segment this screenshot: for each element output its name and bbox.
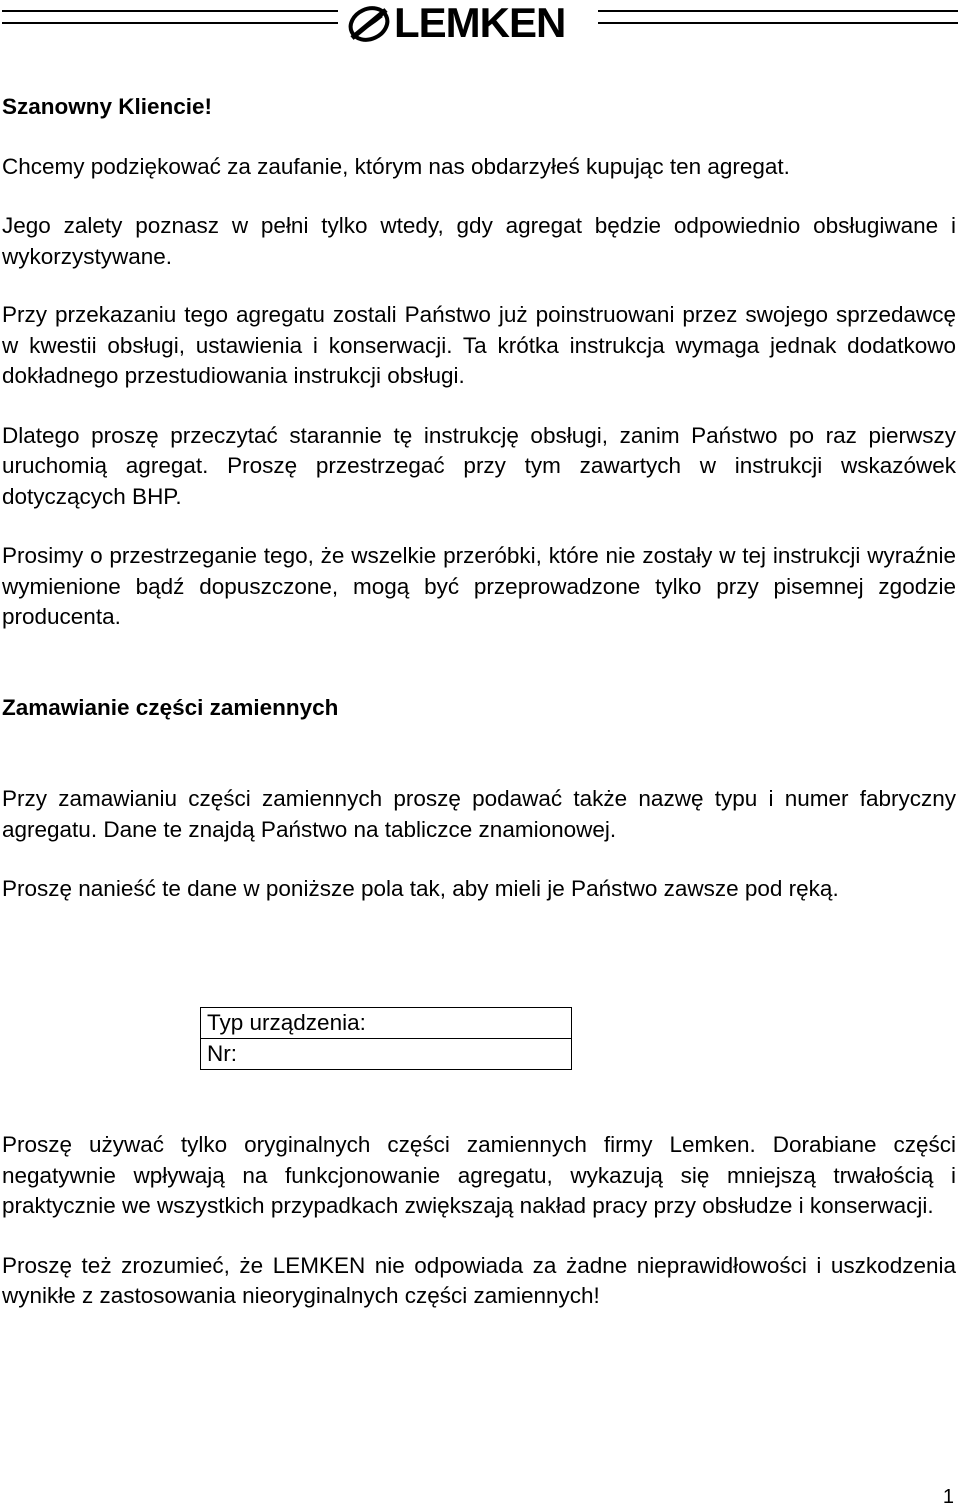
paragraph-fill-fields: Proszę nanieść te dane w poniższe pola tak, aby mieli je Państwo zawsze pod ręką. xyxy=(2,876,839,901)
paragraph-handover: Przy przekazaniu tego agregatu zostali Państwo już poinstruowani przez swojego sprzedawcę w kwestii obsługi, ustawienia i konserwacji. Ta krótka instrukcja wymaga jednak dodatkowo dokładnego przestudiowania instrukcji obsługi. xyxy=(2,302,956,388)
paragraph-read-manual: Dlatego proszę przeczytać starannie tę instrukcję obsługi, zanim Państwo po raz pierwszy uruchomią agregat. Proszę przestrzegać przy tym zawartych w instrukcji wskazówek dotyczących BHP. xyxy=(2,422,956,509)
lemken-emblem-icon xyxy=(346,4,392,44)
brand-name: LEMKEN xyxy=(394,0,566,46)
lemken-logo xyxy=(346,2,590,46)
greeting: Szanowny Kliencie! xyxy=(2,94,213,119)
header-rule-right xyxy=(598,10,958,12)
header-rule-left xyxy=(2,10,338,12)
closing-body xyxy=(2,1130,956,1312)
paragraph-original-parts: Proszę używać tylko oryginalnych części zamiennych firmy Lemken. Dorabiane części negatywnie wpływają na funkcjonowanie agregatu, wykazują się mniejszą trwałością i praktycznie we wszystkich przypadkach zwiększają nakład pracy przy obsłudze i konserwacji. xyxy=(2,1132,956,1218)
page-number: 1 xyxy=(942,1486,954,1508)
paragraph-modifications: Prosimy o przestrzeganie tego, że wszelkie przeróbki, które nie zostały w tej instrukcji wyraźnie wymienione bądź dopuszczone, mogą być przeprowadzone tylko przy pisemnej zgodzie producenta. xyxy=(2,543,956,629)
letter-body xyxy=(2,92,956,905)
device-type-label: Typ urządzenia: xyxy=(207,1010,366,1035)
paragraph-liability: Proszę też zrozumieć, że LEMKEN nie odpowiada za żadne nieprawidłowości i uszkodzenia wynikłe z zastosowania nieoryginalnych części zamiennych! xyxy=(2,1252,956,1308)
device-number-field[interactable] xyxy=(201,1038,571,1069)
paragraph-advantages: Jego zalety poznasz w pełni tylko wtedy, gdy agregat będzie odpowiednio obsługiwane i wykorzystywane. xyxy=(2,213,956,269)
header-rule-right-lower xyxy=(598,22,958,24)
device-number-label: Nr: xyxy=(207,1041,237,1066)
page-header xyxy=(0,0,960,50)
section-heading: Zamawianie części zamiennych xyxy=(2,694,339,720)
header-rule-left-lower xyxy=(2,22,338,24)
paragraph-thanks: Chcemy podziękować za zaufanie, którym nas obdarzyłeś kupując ten agregat. xyxy=(2,153,790,179)
device-type-field[interactable] xyxy=(201,1008,571,1038)
device-info-form xyxy=(200,1007,572,1070)
paragraph-ordering: Przy zamawianiu części zamiennych proszę podawać także nazwę typu i numer fabryczny agregatu. Dane te znajdą Państwo na tabliczce znamionowej. xyxy=(2,786,956,842)
